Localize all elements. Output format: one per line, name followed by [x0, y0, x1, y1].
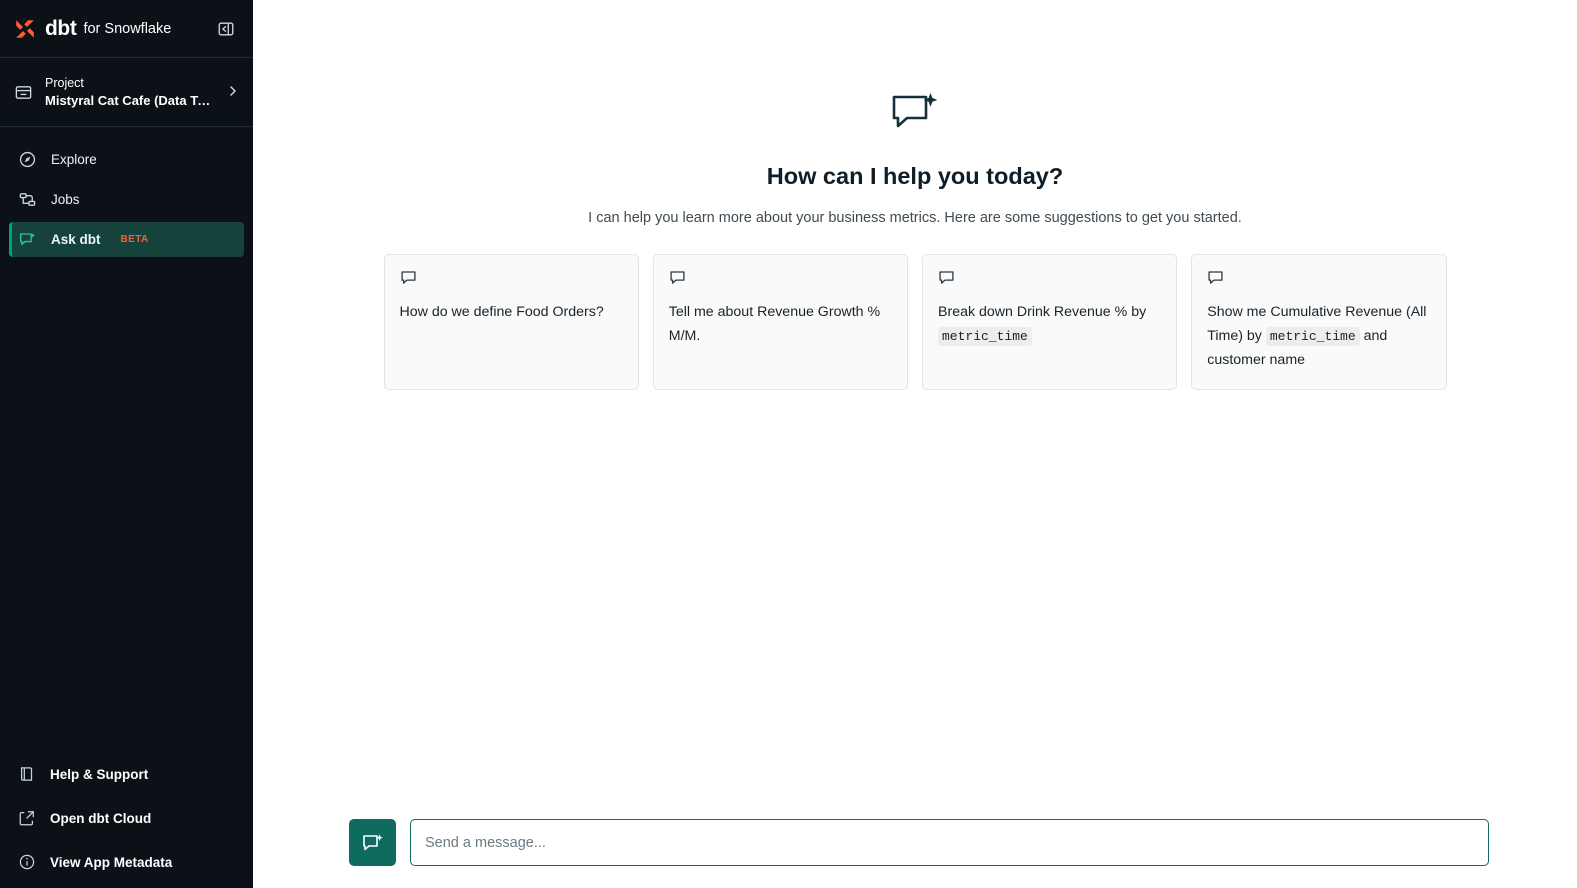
- project-texts: [45, 76, 215, 108]
- suggestion-text-part: How do we define Food Orders?: [399, 304, 604, 320]
- suggestion-code-part: metric_time: [938, 327, 1032, 346]
- project-icon: [14, 83, 33, 102]
- project-selector[interactable]: [0, 57, 253, 127]
- suggestion-text: [1207, 301, 1430, 373]
- panel-collapse-icon[interactable]: [213, 16, 239, 42]
- view-app-metadata-button[interactable]: [0, 840, 253, 884]
- suggestion-card[interactable]: [384, 254, 639, 390]
- suggestion-text-part: Tell me about Revenue Growth % M/M.: [668, 304, 881, 344]
- suggestion-text: [669, 301, 892, 349]
- sidebar-item-ask-dbt[interactable]: [9, 222, 244, 257]
- sidebar-item-label: Ask dbt: [51, 232, 101, 247]
- suggestion-list: [384, 254, 1447, 390]
- beta-badge: BETA: [120, 234, 149, 245]
- ask-dbt-icon: [18, 230, 37, 249]
- project-label: Project: [45, 76, 84, 90]
- main-content: [253, 0, 1577, 888]
- sidebar-item-jobs[interactable]: [9, 182, 244, 217]
- project-name: Mistyral Cat Cafe (Data Te...: [45, 93, 215, 108]
- chat-bubble-icon: [938, 269, 1161, 291]
- bottom-item-label: Open dbt Cloud: [50, 810, 152, 826]
- message-composer: [253, 819, 1577, 866]
- sidebar-footer: [0, 752, 253, 888]
- page-title: How can I help you today?: [766, 163, 1064, 189]
- suggestion-card[interactable]: [1191, 254, 1446, 390]
- chat-bubble-icon: [669, 269, 892, 291]
- suggestion-card[interactable]: [922, 254, 1177, 390]
- dbt-logo-icon: [12, 16, 38, 42]
- suggestion-text: [938, 301, 1161, 349]
- sidebar-nav: [0, 127, 253, 262]
- bottom-item-label: Help & Support: [50, 766, 149, 782]
- sidebar-item-label: Jobs: [51, 192, 80, 207]
- suggestion-text-part: and customer name: [1207, 327, 1388, 368]
- open-dbt-cloud-button[interactable]: [0, 796, 253, 840]
- chat-sparkle-icon: [887, 86, 943, 147]
- chat-bubble-icon: [400, 269, 623, 291]
- jobs-icon: [18, 190, 37, 209]
- sidebar-item-explore[interactable]: [9, 142, 244, 177]
- page-subtitle: I can help you learn more about your business metrics. Here are some suggestions to get you started.: [588, 210, 1242, 226]
- info-circle-icon: [18, 853, 36, 871]
- message-input[interactable]: [410, 819, 1489, 866]
- brand-suffix: for Snowflake: [83, 20, 172, 37]
- suggestion-card[interactable]: [653, 254, 908, 390]
- chat-bubble-icon: [1207, 269, 1430, 291]
- book-icon: [18, 765, 36, 783]
- sidebar-header: [0, 0, 253, 57]
- compass-icon: [18, 150, 37, 169]
- hero-section: [253, 0, 1577, 390]
- suggestion-text-part: Break down Drink Revenue % by: [938, 304, 1147, 320]
- bottom-item-label: View App Metadata: [50, 854, 173, 870]
- brand-name: dbt: [45, 16, 77, 40]
- sidebar: [0, 0, 253, 888]
- help-and-support-button[interactable]: [0, 752, 253, 796]
- brand[interactable]: [12, 16, 171, 42]
- new-chat-icon[interactable]: [349, 819, 396, 866]
- sidebar-item-label: Explore: [51, 152, 97, 167]
- chevron-right-icon: [227, 85, 239, 100]
- suggestion-text: [400, 301, 623, 325]
- suggestion-code-part: metric_time: [1266, 327, 1360, 346]
- external-link-icon: [18, 809, 36, 827]
- suggestion-text-part: Show me Cumulative Revenue (All Time) by: [1207, 304, 1427, 344]
